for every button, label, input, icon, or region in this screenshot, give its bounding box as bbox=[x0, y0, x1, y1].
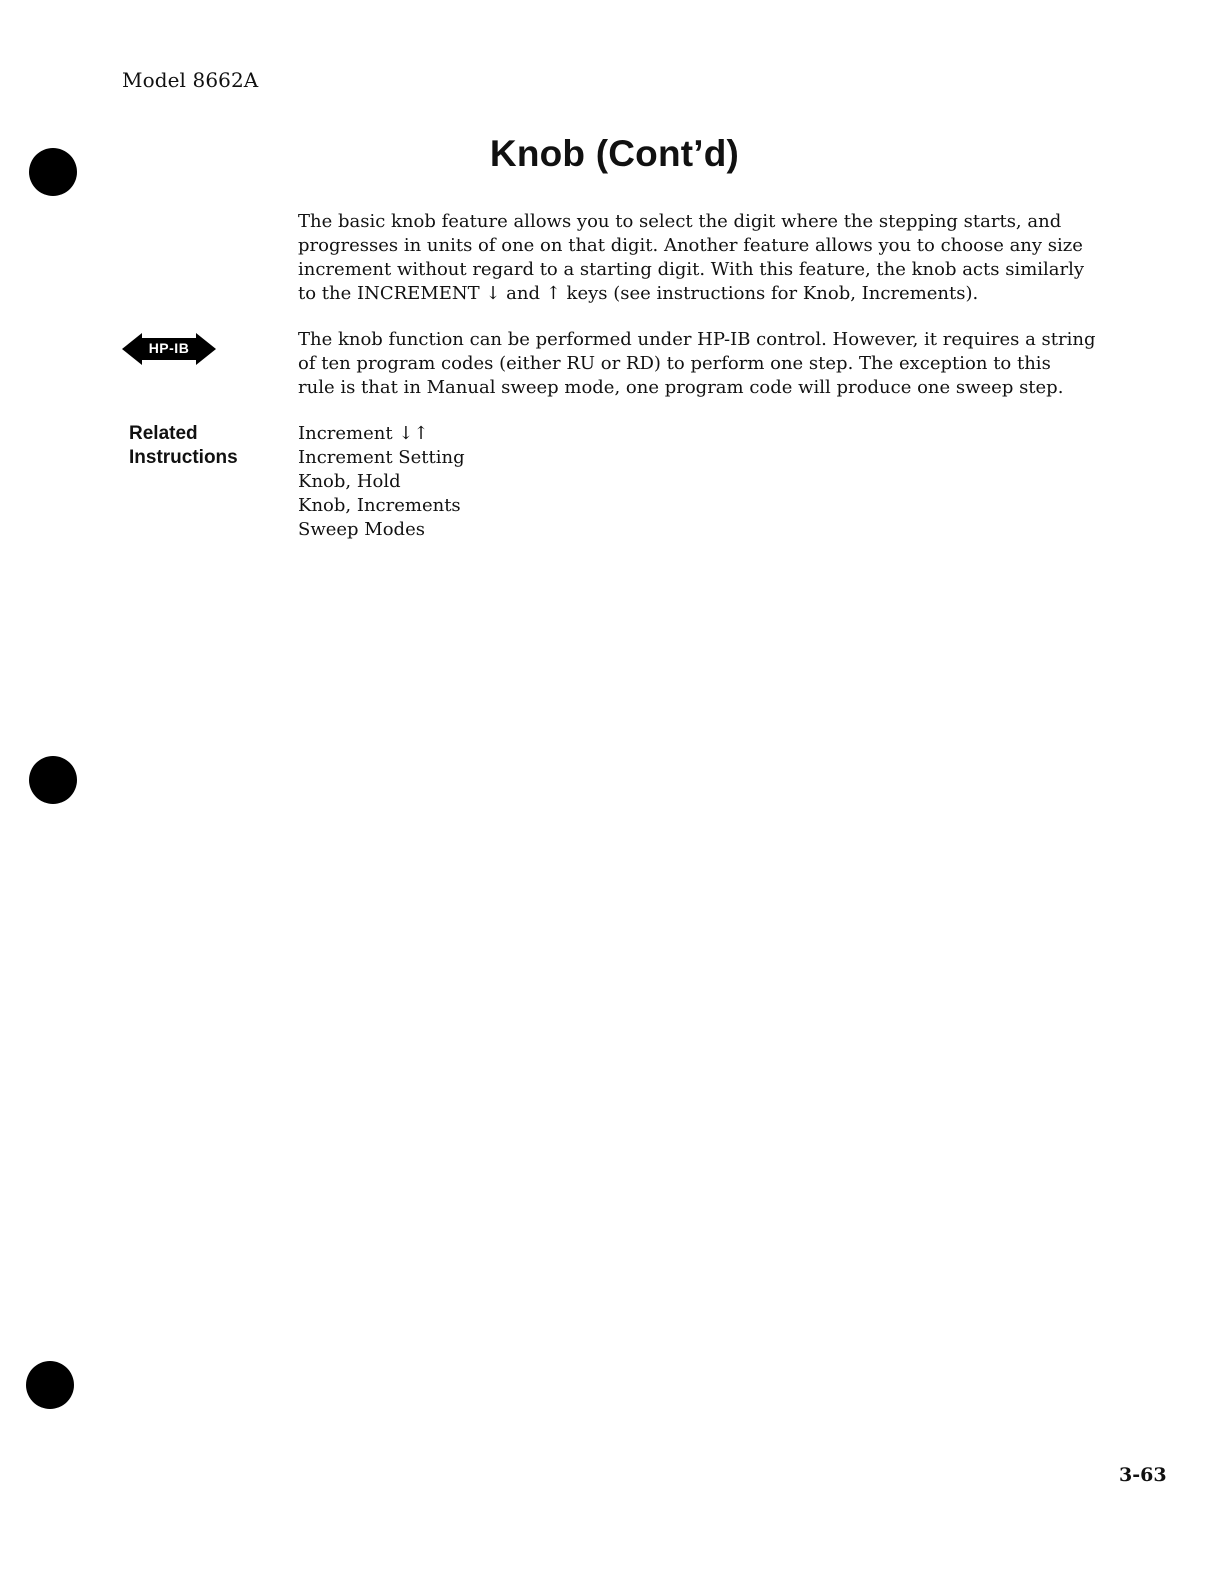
related-item: Sweep Modes bbox=[298, 519, 425, 540]
related-heading-line: Instructions bbox=[129, 447, 238, 468]
related-item: Increment Setting bbox=[298, 447, 465, 468]
related-item: Knob, Hold bbox=[298, 471, 401, 492]
related-instructions-list bbox=[298, 422, 1178, 542]
paragraph-line: rule is that in Manual sweep mode, one program code will produce one sweep step. bbox=[298, 377, 1064, 398]
hpib-badge-label: HP-IB bbox=[148, 340, 190, 356]
paragraph-line: increment without regard to a starting digit. With this feature, the knob acts similarly bbox=[298, 259, 1085, 280]
model-header: Model 8662A bbox=[122, 68, 259, 92]
hpib-paragraph bbox=[298, 328, 1178, 400]
related-item: Knob, Increments bbox=[298, 495, 461, 516]
page-title: Knob (Cont’d) bbox=[489, 133, 740, 174]
binder-hole bbox=[29, 756, 77, 804]
hpib-badge bbox=[122, 332, 216, 366]
paragraph-line: The knob function can be performed under HP-IB control. However, it requires a string bbox=[298, 329, 1096, 350]
related-heading-line: Related bbox=[129, 423, 198, 444]
basic-feature-paragraph bbox=[298, 210, 1178, 306]
paragraph-line: progresses in units of one on that digit. Another feature allows you to choose any size bbox=[298, 235, 1083, 256]
related-instructions-heading bbox=[129, 422, 238, 470]
paragraph-line: to the INCREMENT ↓ and ↑ keys (see instructions for Knob, Increments). bbox=[298, 283, 979, 304]
paragraph-line: The basic knob feature allows you to select the digit where the stepping starts, and bbox=[298, 211, 1062, 232]
binder-hole bbox=[26, 1361, 74, 1409]
page-number: 3-63 bbox=[1119, 1464, 1167, 1486]
related-item: Increment ↓↑ bbox=[298, 423, 429, 444]
paragraph-line: of ten program codes (either RU or RD) to perform one step. The exception to this bbox=[298, 353, 1051, 374]
